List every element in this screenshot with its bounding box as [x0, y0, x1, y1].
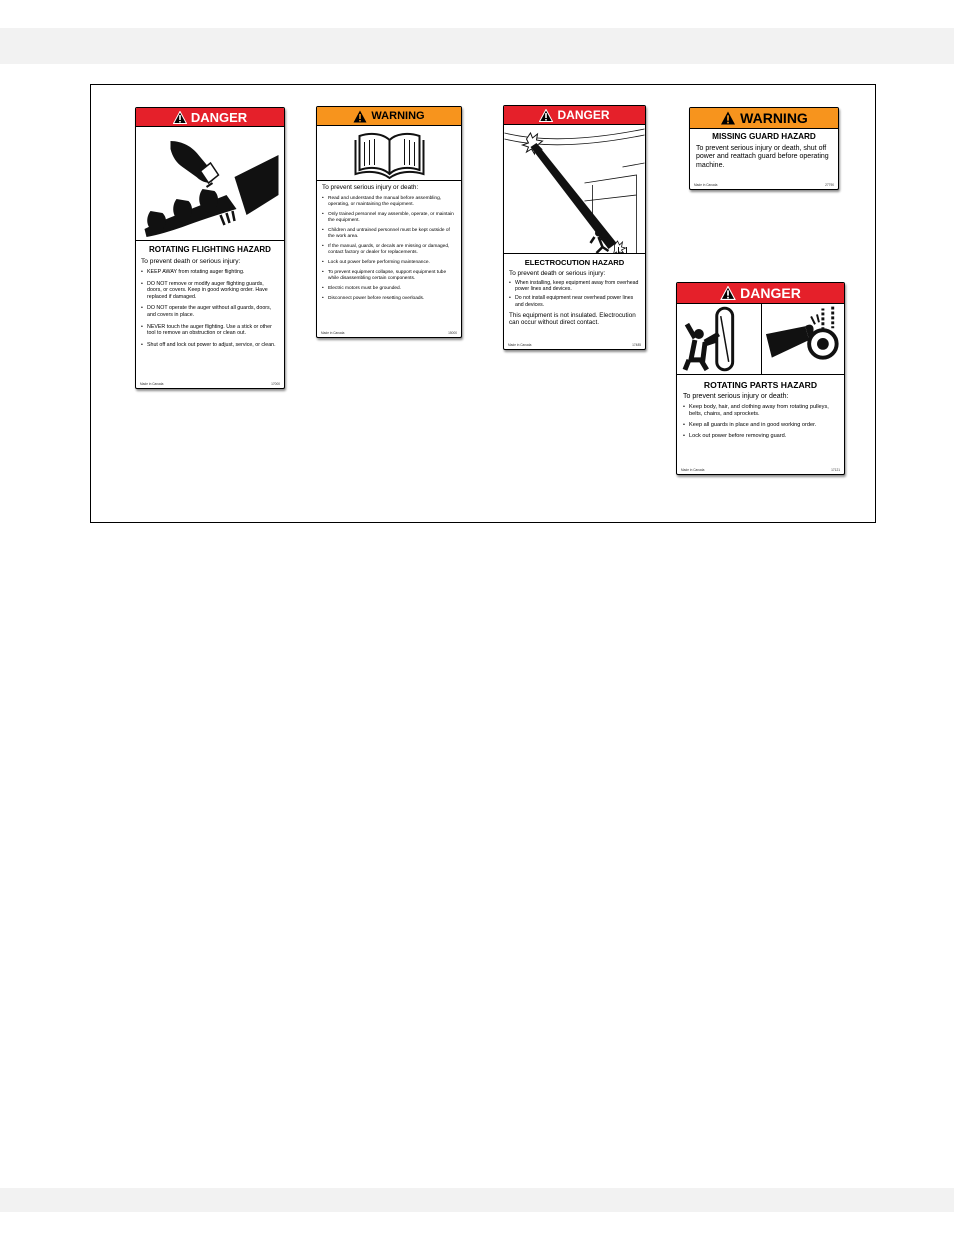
page-header-band — [0, 28, 954, 64]
hazard-title: ROTATING PARTS HAZARD — [703, 380, 818, 390]
decal-read-manual — [316, 106, 462, 338]
decal-footer — [508, 343, 641, 347]
decal-footer — [321, 331, 457, 335]
chain-sprocket-hand-icon — [762, 304, 845, 374]
hazard-title: MISSING GUARD HAZARD — [712, 132, 816, 141]
bullet-item: • Shut off and lock out power to adjust, service, or clean. — [141, 342, 279, 349]
decal-footer — [140, 382, 280, 386]
bullet-item: • Electric motors must be grounded. — [322, 286, 456, 292]
signal-word: WARNING — [740, 110, 808, 126]
signal-word: DANGER — [740, 285, 801, 301]
bullet-item: • Lock out power before performing maintenance. — [322, 260, 456, 266]
made-in-label: Made in Canada — [140, 382, 164, 386]
warning-header — [690, 108, 838, 129]
decal-rotating-flighting — [135, 107, 285, 389]
hazard-title: ROTATING FLIGHTING HAZARD — [149, 245, 271, 254]
hazard-lead: To prevent serious injury or death: — [322, 184, 419, 191]
decal-electrocution — [503, 105, 646, 350]
rotating-parts-pictograms — [677, 304, 844, 375]
part-number: 17485 — [632, 343, 641, 347]
auger-flighting-hand-icon — [136, 127, 284, 241]
signal-word: DANGER — [557, 108, 610, 122]
hazard-lead: To prevent serious injury or death: — [683, 393, 789, 400]
decal-footer — [681, 468, 840, 472]
bullet-item: • To prevent equipment collapse, support equipment tube while disassembling certain components. — [322, 270, 456, 282]
warning-triangle-icon — [353, 110, 367, 123]
made-in-label: Made in Canada — [321, 331, 345, 335]
page-footer-band — [0, 1188, 954, 1212]
warning-triangle-icon — [720, 286, 736, 300]
hazard-bullets — [683, 404, 838, 440]
bullet-item: • DO NOT remove or modify auger flighting guards, doors, or covers. Keep in good working order. Have replaced if damaged. — [141, 281, 279, 301]
bullet-item: • Do not install equipment near overhead power lines and devices. — [509, 295, 640, 307]
bullet-item: • Children and untrained personnel must be kept outside of the work area. — [322, 228, 456, 240]
decal-rotating-parts — [676, 282, 845, 475]
hazard-lead: To prevent serious injury or death, shut off power and reattach guard before operating machine. — [696, 145, 829, 169]
part-number: 17000 — [271, 382, 280, 386]
decal-missing-guard — [689, 107, 839, 190]
belt-entanglement-icon — [677, 304, 762, 374]
warning-triangle-icon — [173, 111, 187, 124]
hazard-lead: To prevent death or serious injury: — [509, 270, 606, 277]
bullet-item: • Keep all guards in place and in good working order. — [683, 422, 838, 429]
warning-header — [317, 107, 461, 126]
hazard-bullets — [141, 269, 279, 348]
bullet-item: • KEEP AWAY from rotating auger flighting. — [141, 269, 279, 276]
bullet-item: • If the manual, guards, or decals are missing or damaged, contact factory or dealer for replacements. — [322, 244, 456, 256]
bullet-item: • Read and understand the manual before assembling, operating, or maintaining the equipment. — [322, 196, 456, 208]
power-line-contact-icon — [504, 125, 645, 254]
warning-triangle-icon — [720, 111, 736, 125]
hazard-lead: To prevent death or serious injury: — [141, 258, 241, 265]
part-number: 27790 — [825, 183, 834, 187]
bullet-item: • Disconnect power before resetting overloads. — [322, 296, 456, 302]
part-number: 17121 — [831, 468, 840, 472]
signal-word: WARNING — [371, 110, 425, 122]
bullet-item: • NEVER touch the auger flighting. Use a stick or other tool to remove an obstruction or clean out. — [141, 324, 279, 337]
bullet-item: • Only trained personnel may assemble, operate, or maintain the equipment. — [322, 212, 456, 224]
bullet-item: • When installing, keep equipment away from overhead power lines and devices. — [509, 280, 640, 292]
bullet-item: • Keep body, hair, and clothing away from rotating pulleys, belts, chains, and sprockets. — [683, 404, 838, 418]
bullet-item: • Lock out power before removing guard. — [683, 433, 838, 440]
made-in-label: Made in Canada — [694, 183, 718, 187]
bullet-item: • DO NOT operate the auger without all guards, doors, and covers in place. — [141, 305, 279, 318]
signal-word: DANGER — [190, 109, 248, 125]
danger-header — [504, 106, 645, 125]
danger-header — [677, 283, 844, 304]
part-number: 15000 — [448, 331, 457, 335]
hazard-title: ELECTROCUTION HAZARD — [524, 258, 625, 267]
hazard-note: This equipment is not insulated. Electrocution can occur without direct contact. — [509, 311, 636, 327]
hazard-bullets — [509, 280, 640, 308]
warning-triangle-icon — [539, 109, 553, 122]
open-manual-icon — [317, 126, 461, 181]
hazard-bullets — [322, 196, 456, 302]
made-in-label: Made in Canada — [508, 343, 532, 347]
danger-header — [136, 108, 284, 127]
decal-footer — [694, 183, 834, 187]
made-in-label: Made in Canada — [681, 468, 705, 472]
